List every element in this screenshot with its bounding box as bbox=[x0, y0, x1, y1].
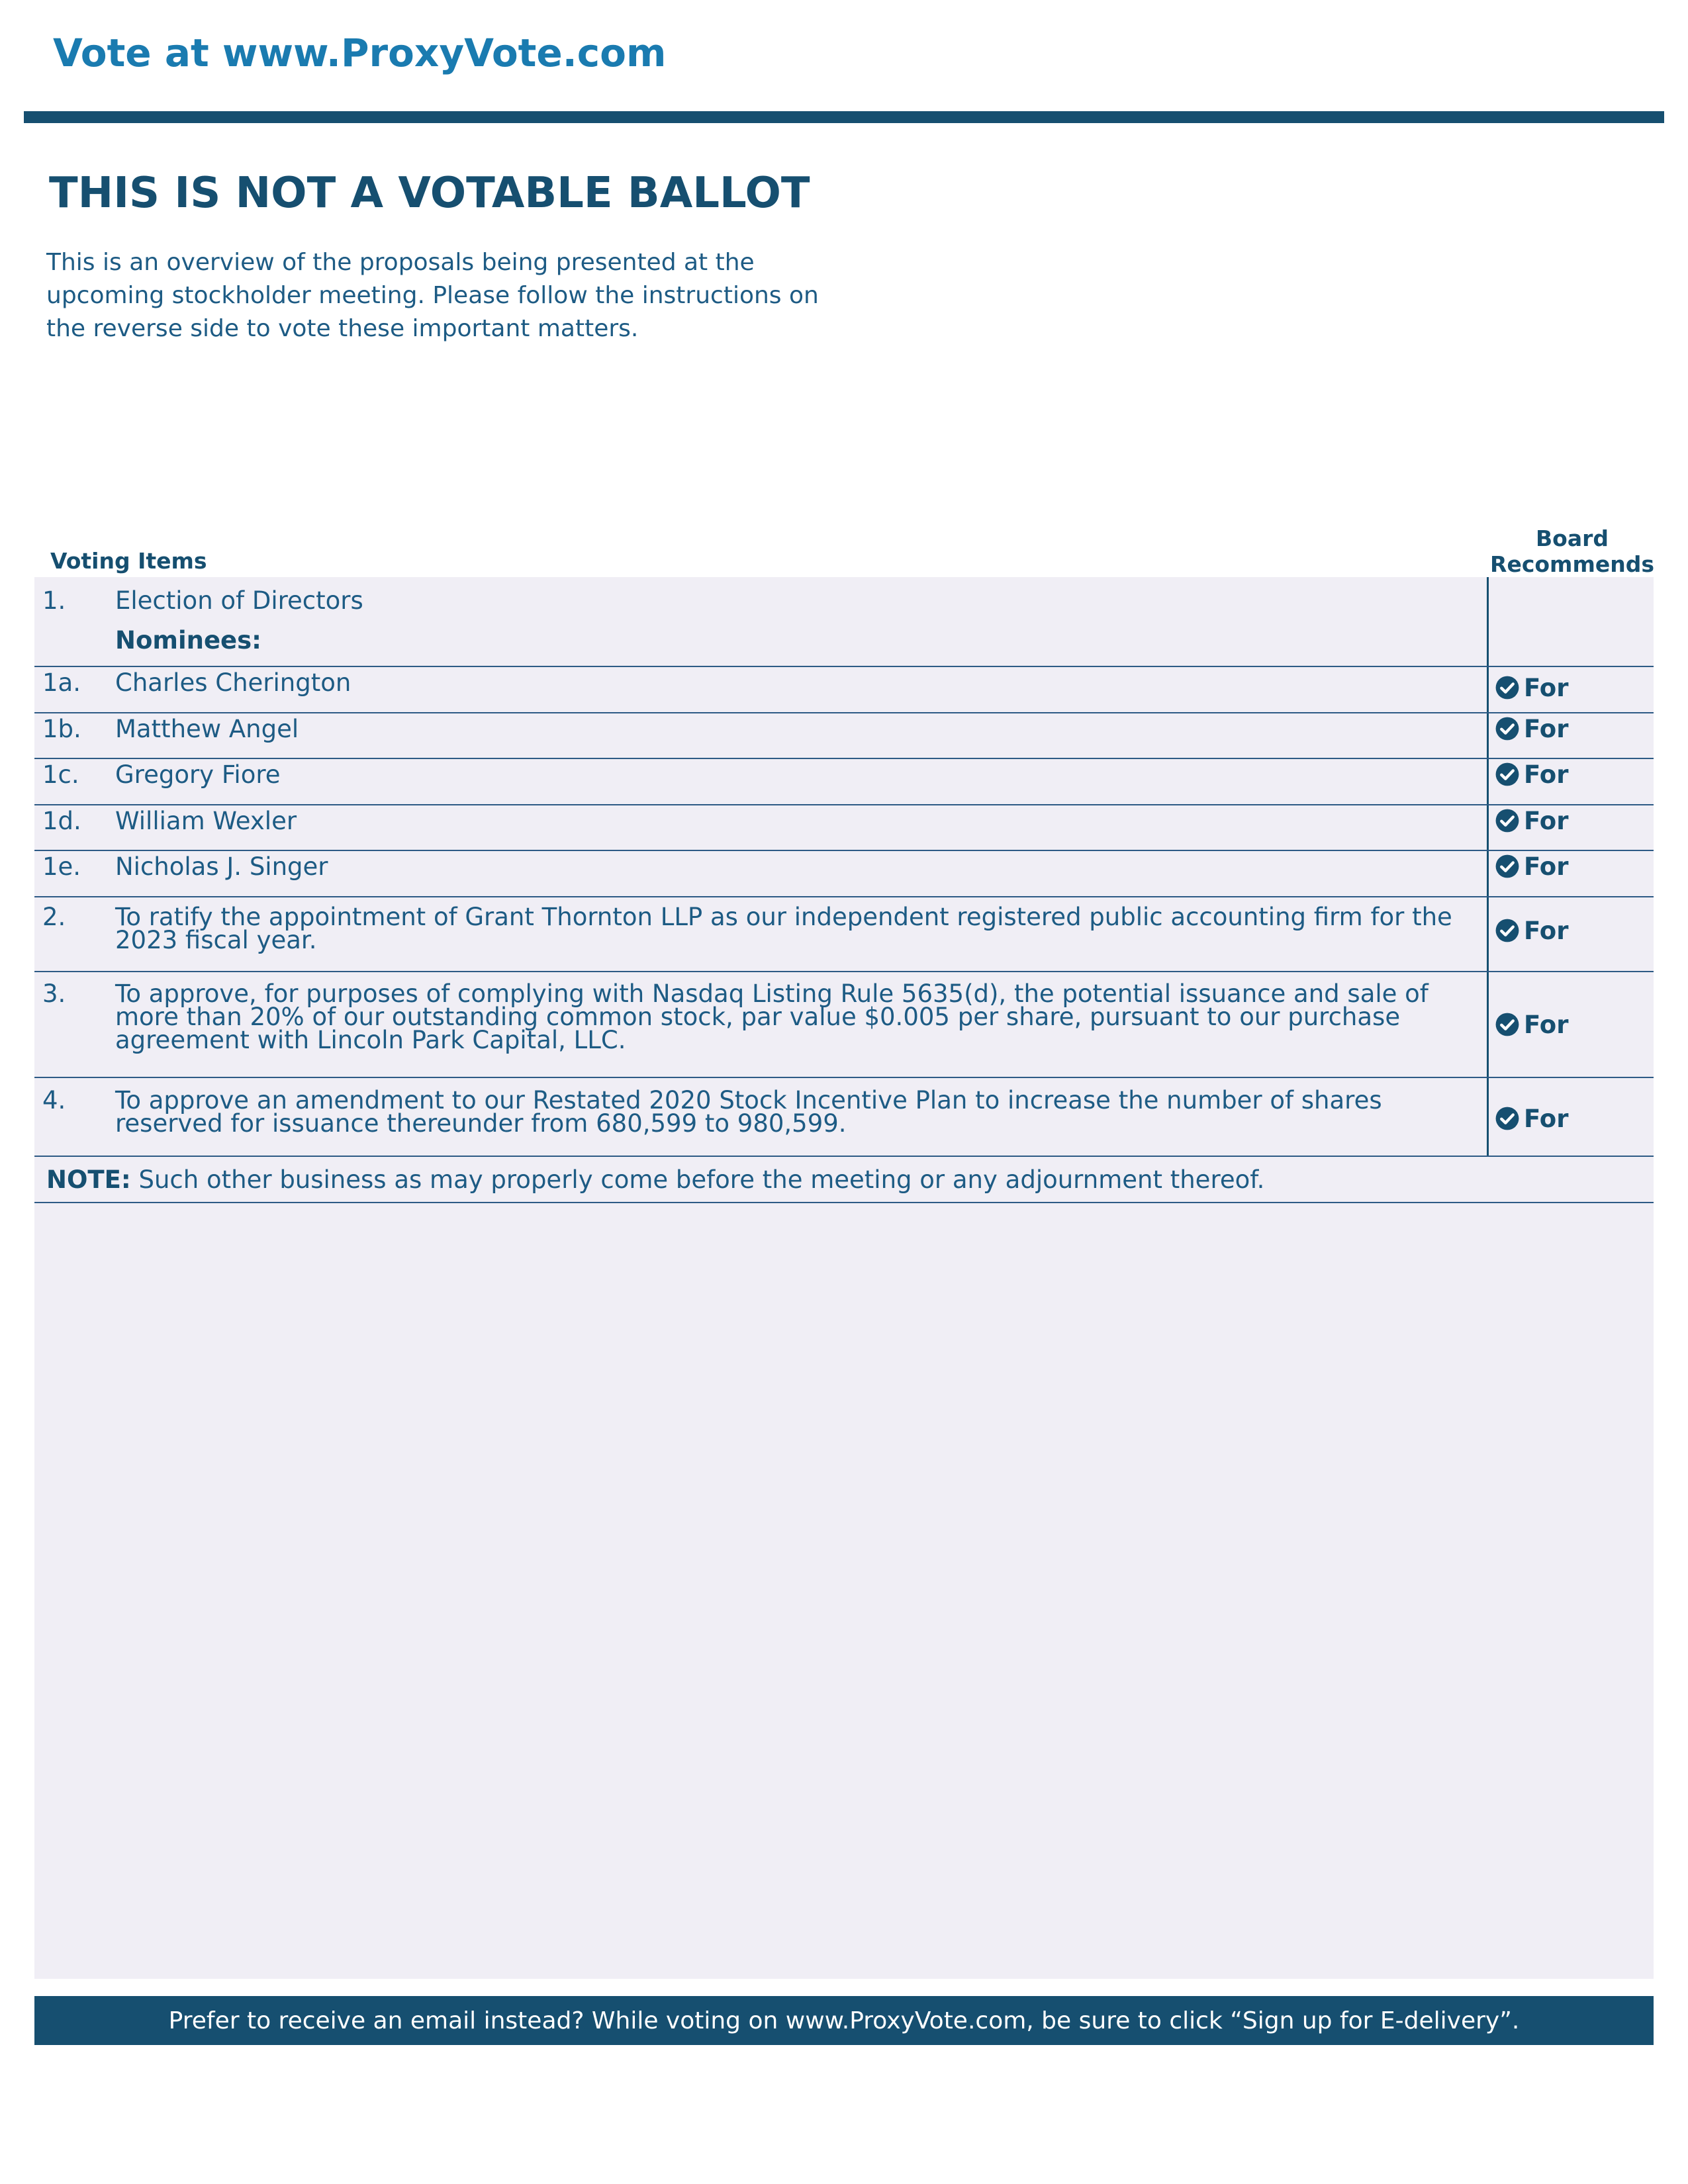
check-circle-icon bbox=[1495, 716, 1520, 741]
item-number: 1b. bbox=[42, 715, 81, 743]
row-divider bbox=[34, 850, 1654, 851]
item-text: Gregory Fiore bbox=[115, 760, 281, 789]
item-number: 1d. bbox=[42, 807, 81, 835]
recommendation bbox=[1495, 715, 1568, 743]
check-circle-icon bbox=[1495, 762, 1520, 787]
check-circle-icon bbox=[1495, 1106, 1520, 1131]
recommendation bbox=[1495, 852, 1568, 880]
recommendation bbox=[1495, 917, 1568, 944]
board-recommends-header bbox=[1476, 525, 1668, 577]
intro-text bbox=[46, 246, 841, 345]
intro-line-1: This is an overview of the proposals being presented at the bbox=[46, 249, 755, 276]
recommendation-label: For bbox=[1524, 1010, 1569, 1039]
item-number: 3. bbox=[42, 979, 66, 1008]
board-header-line-1: Board bbox=[1536, 525, 1609, 551]
check-circle-icon bbox=[1495, 675, 1520, 700]
row-divider bbox=[34, 758, 1654, 759]
row-divider bbox=[34, 712, 1654, 713]
recommendation-label: For bbox=[1524, 806, 1569, 835]
check-circle-icon bbox=[1495, 1012, 1520, 1037]
item-text: Election of Directors bbox=[115, 586, 363, 615]
recommendation-label: For bbox=[1524, 673, 1569, 702]
item-text: Charles Cherington bbox=[115, 668, 352, 697]
recommendation-label: For bbox=[1524, 916, 1569, 945]
item-number: 1a. bbox=[42, 668, 81, 697]
check-circle-icon bbox=[1495, 918, 1520, 943]
note-text bbox=[46, 1167, 1264, 1193]
intro-line-3: the reverse side to vote these important matters. bbox=[46, 315, 639, 342]
row-divider bbox=[34, 1202, 1654, 1203]
row-divider bbox=[34, 971, 1654, 972]
item-text: Matthew Angel bbox=[115, 715, 299, 743]
check-circle-icon bbox=[1495, 854, 1520, 879]
board-header-line-2: Recommends bbox=[1490, 551, 1654, 577]
recommendation bbox=[1495, 1105, 1568, 1132]
item-text: Nicholas J. Singer bbox=[115, 852, 328, 881]
recommendation bbox=[1495, 760, 1568, 788]
item-number: 4. bbox=[42, 1086, 66, 1115]
recommendation bbox=[1495, 807, 1568, 835]
nominees-label: Nominees: bbox=[115, 626, 261, 655]
row-divider bbox=[34, 896, 1654, 897]
note-body: Such other business as may properly come before the meeting or any adjournment thereof. bbox=[130, 1165, 1265, 1194]
recommendation-label: For bbox=[1524, 1104, 1569, 1133]
item-text: To approve, for purposes of complying with Nasdaq Listing Rule 5635(d), the potential issuance and sale of more than 20% of our outstanding common stock, par value $0.005 per share, pursuant to our purchase agreement with Lincoln Park Capital, LLC. bbox=[115, 979, 1429, 1054]
header-divider bbox=[24, 111, 1664, 123]
row-divider bbox=[34, 1077, 1654, 1078]
footer-text: Prefer to receive an email instead? While voting on www.ProxyVote.com, be sure to click “Sign up for E-delivery”. bbox=[168, 2007, 1520, 2034]
item-number: 1c. bbox=[42, 760, 79, 789]
recommendation-label: For bbox=[1524, 760, 1569, 789]
proxyvote-header: Vote at www.ProxyVote.com bbox=[53, 30, 667, 75]
item-number: 1e. bbox=[42, 852, 81, 881]
item-text: To ratify the appointment of Grant Thornton LLP as our independent registered public accounting firm for the 2023 fiscal year. bbox=[115, 903, 1452, 954]
item-number: 1. bbox=[42, 586, 66, 615]
row-divider bbox=[34, 804, 1654, 805]
recommendation-label: For bbox=[1524, 714, 1569, 743]
recommendation-label: For bbox=[1524, 852, 1569, 881]
page-title: THIS IS NOT A VOTABLE BALLOT bbox=[49, 169, 810, 218]
item-number: 2. bbox=[42, 903, 66, 931]
note-label: NOTE: bbox=[46, 1165, 131, 1194]
recommendation bbox=[1495, 1011, 1568, 1038]
footer-banner bbox=[34, 1996, 1654, 2045]
row-divider bbox=[34, 666, 1654, 667]
row-divider bbox=[34, 1156, 1654, 1157]
recommendation bbox=[1495, 674, 1568, 702]
intro-line-2: upcoming stockholder meeting. Please follow the instructions on bbox=[46, 282, 819, 309]
check-circle-icon bbox=[1495, 808, 1520, 833]
recommendation-column-divider bbox=[1487, 577, 1489, 1156]
voting-items-header: Voting Items bbox=[50, 548, 207, 574]
item-text: To approve an amendment to our Restated 2020 Stock Incentive Plan to increase the number of shares reserved for issuance thereunder from 680,599 to 980,599. bbox=[115, 1086, 1382, 1138]
item-text: William Wexler bbox=[115, 807, 297, 835]
